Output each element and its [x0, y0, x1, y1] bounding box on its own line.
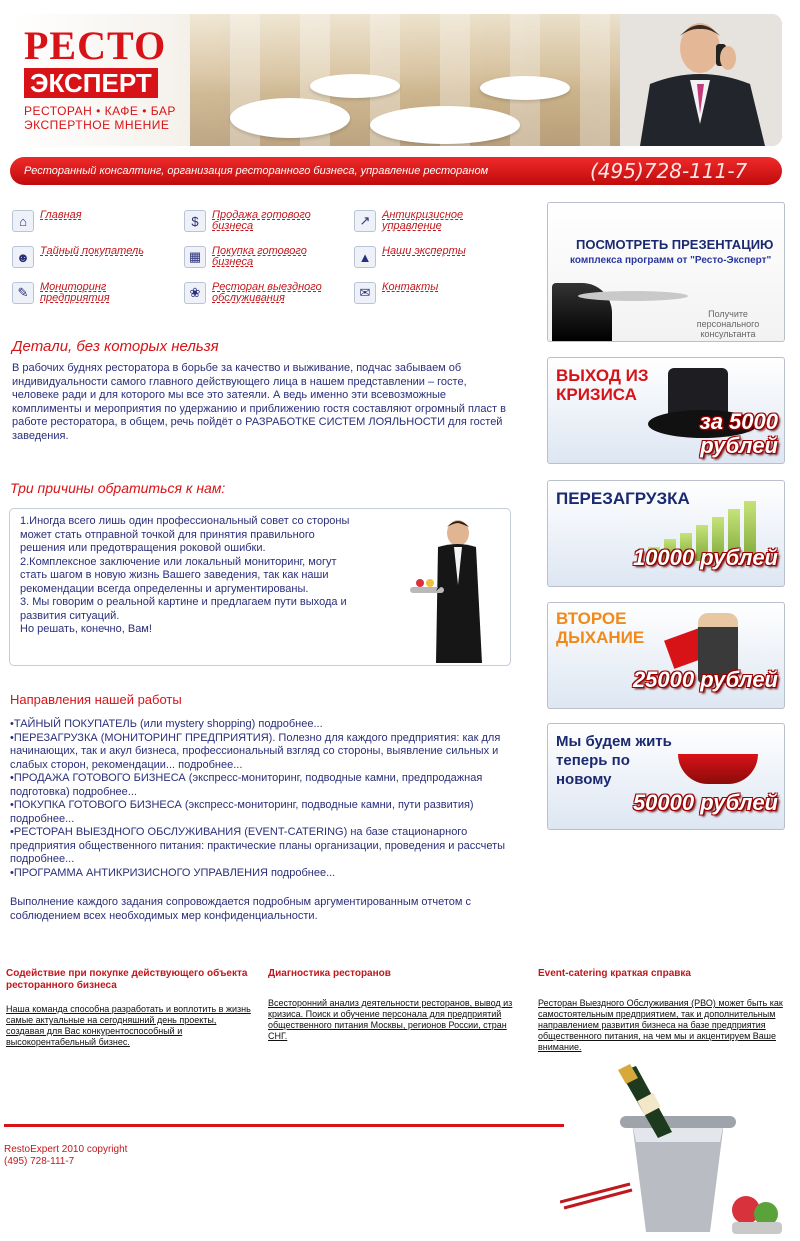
new-life-banner[interactable] [547, 723, 785, 830]
banner-heading: ВЫХОД ИЗ КРИЗИСА [556, 366, 649, 404]
restaurant-table [230, 98, 350, 138]
footer-column-diagnostics [268, 968, 514, 1042]
logo-tagline: РЕСТОРАН • КАФЕ • БАР [24, 104, 176, 118]
nav-label: Главная [40, 209, 82, 221]
banner-price: 10000 рублей [632, 545, 778, 570]
nav-item-contacts[interactable] [354, 282, 492, 304]
money-icon: $ [184, 210, 206, 232]
footer-phone: (495) 728-111-7 [4, 1156, 75, 1167]
nav-item-sale-business[interactable] [184, 210, 322, 232]
directions-note: Выполнение каждого задания сопровождается подробным аргументированным отчетом с соблюдением всех необходимых мер конфиденциальности. [10, 896, 471, 922]
nav-item-monitoring[interactable] [12, 282, 150, 304]
footer-column-purchase [6, 968, 252, 1048]
crisis-exit-banner[interactable] [547, 357, 785, 464]
nav-label: Продажа готового бизнеса [212, 209, 311, 232]
logo-line-1: РЕСТО [24, 23, 167, 68]
logo-tagline-2: ЭКСПЕРТНОЕ МНЕНИЕ [24, 118, 170, 132]
nav-item-home[interactable] [12, 210, 150, 232]
nav-label: Тайный покупатель [40, 245, 144, 257]
house-icon: ⌂ [12, 210, 34, 232]
footer-column-title[interactable]: Диагностика ресторанов [268, 968, 391, 979]
businessman-on-phone-photo [620, 14, 782, 146]
fruit-icon: ❀ [184, 282, 206, 304]
header-banner [10, 14, 782, 146]
direction-item[interactable]: •ПРОДАЖА ГОТОВОГО БИЗНЕСА (экспресс-мониторинг, подводные камни, предпродажная подготовка) подробнее... [10, 772, 483, 798]
directions-list [10, 718, 510, 880]
presentation-title: ПОСМОТРЕТЬ ПРЕЗЕНТАЦИЮ [576, 237, 774, 252]
chart-icon: ↗ [354, 210, 376, 232]
slogan-bar [10, 157, 782, 185]
waiter-photo [410, 515, 490, 663]
footer-divider [4, 1124, 564, 1127]
restaurant-table [310, 74, 400, 98]
footer-column-body[interactable]: Наша команда способна разработать и воплотить в жизнь самые актуальные на сегодняшний день проекты, создавая для Вас конкурентоспособный и высокорентабельный бизнес. [6, 1004, 251, 1047]
directions-heading: Направления нашей работы [10, 692, 182, 707]
reasons-text [20, 515, 355, 637]
header-phone[interactable]: (495)728-111-7 [590, 159, 748, 183]
serving-tray-image [578, 291, 688, 301]
slogan-text: Ресторанный консалтинг, организация ресторанного бизнеса, управление рестораном [24, 165, 489, 177]
direction-item[interactable]: •ПОКУПКА ГОТОВОГО БИЗНЕСА (экспресс-мониторинг, подводные камни, пути развития) подробнее... [10, 799, 474, 825]
copyright [4, 1144, 127, 1168]
champagne-bucket-image [560, 1062, 796, 1238]
restaurant-table [370, 106, 520, 144]
second-wind-banner[interactable] [547, 602, 785, 709]
mask-icon: ☻ [12, 246, 34, 268]
copyright-line: RestoExpert 2010 copyright [4, 1144, 128, 1155]
envelope-icon: ✉ [354, 282, 376, 304]
nav-label: Покупка готового бизнеса [212, 245, 307, 268]
calculator-icon: ▦ [184, 246, 206, 268]
graduate-cap-icon: ▲ [354, 246, 376, 268]
banner-price: 25000 рублей [632, 667, 778, 692]
reason-line: 1.Иногда всего лишь один профессиональный совет со стороны может стать отправной точкой для принятия правильного решения или предотвращения роковой ошибки. [20, 515, 350, 554]
nav-item-buy-business[interactable] [184, 246, 322, 268]
nav-label: Антикризисное управление [382, 209, 464, 232]
logo-line-2: ЭКСПЕРТ [24, 68, 158, 98]
presentation-banner[interactable] [547, 202, 785, 342]
site-logo[interactable] [24, 23, 194, 132]
direction-item[interactable]: •ПРОГРАММА АНТИКРИЗИСНОГО УПРАВЛЕНИЯ подробнее... [10, 866, 336, 879]
nav-item-mystery-shopper[interactable] [12, 246, 150, 268]
presentation-note: Получите персонального консультанта [696, 309, 760, 339]
footer-column-title[interactable]: Содействие при покупке действующего объекта ресторанного бизнеса [6, 968, 248, 991]
direction-item[interactable]: •РЕСТОРАН ВЫЕЗДНОГО ОБСЛУЖИВАНИЯ (EVENT-CATERING) на базе стационарного предприятия общественного питания: практические планы организации, проведения и рассчеты подробнее... [10, 826, 506, 865]
reason-line: 3. Мы говорим о реальной картине и предлагаем пути выхода и развития ситуаций. [20, 596, 347, 622]
nav-item-anticrisis[interactable] [354, 210, 492, 232]
reason-line: Но решать, конечно, Вам! [20, 623, 152, 635]
reasons-box [9, 508, 511, 666]
details-heading: Детали, без которых нельзя [12, 338, 219, 355]
nav-label: Контакты [382, 281, 439, 293]
banner-heading: Мы будем жить теперь по новому [556, 733, 672, 788]
footer-column-body[interactable]: Ресторан Выездного Обслуживания (РВО) может быть как самостоятельным предприятием, так и дополнительным направлением развития бизнеса на базе предприятия общественного питания, на чем мы и акцентируем Ваше внимание. [538, 998, 783, 1052]
reboot-banner[interactable] [547, 480, 785, 587]
restaurant-table [480, 76, 570, 100]
microscope-icon: ✎ [12, 282, 34, 304]
presentation-subtitle: комплекса программ от "Ресто-Эксперт" [570, 255, 772, 266]
banner-price: 50000 рублей [632, 790, 778, 815]
nav-item-experts[interactable] [354, 246, 492, 268]
footer-column-body[interactable]: Всесторонний анализ деятельности ресторанов, вывод из кризиса. Поиск и обучение персонала для предприятий общественного питания Москвы, регионов России, стран СНГ. [268, 998, 513, 1041]
nav-item-catering[interactable] [184, 282, 322, 304]
reasons-heading: Три причины обратиться к нам: [10, 480, 226, 496]
direction-item[interactable]: •ПЕРЕЗАГРУЗКА (МОНИТОРИНГ ПРЕДПРИЯТИЯ). Полезно для каждого предприятия: как для начинающих, так и акул бизнеса, профессиональный взгляд со стороны, выявление сильных и слабых сторон, рекомендации... подробнее... [10, 731, 501, 771]
nav-label: Мониторинг предприятия [40, 281, 110, 304]
cocktail-glass-image [678, 754, 758, 784]
banner-heading: ВТОРОЕ ДЫХАНИЕ [556, 609, 645, 647]
details-text: В рабочих буднях ресторатора в борьбе за качество и выживание, подчас забываем об индивидуальности самого главного действующего лица в нашем представлении – госте, человеке ради и для которого мы все это затеяли. А ведь именно эти всевозможные комплименты и мероприятия по удержанию и приближению гостя составляют огромный пласт в работе ресторатора, в общем, речь пойдёт о РАЗРАБОТКЕ СИСТЕМ ЛОЯЛЬНОСТИ для гостей заведения. [12, 362, 506, 442]
nav-label: Наши эксперты [382, 245, 466, 257]
banner-heading: ПЕРЕЗАГРУЗКА [556, 489, 690, 508]
nav-label: Ресторан выездного обслуживания [212, 281, 322, 304]
reason-line: 2.Комплексное заключение или локальный мониторинг, могут стать шагом в новую жизнь Вашего заведения, так как наши рекомендации всегда определенны и аргументированы. [20, 555, 337, 595]
direction-item[interactable]: •ТАЙНЫЙ ПОКУПАТЕЛЬ (или mystery shopping) подробнее... [10, 718, 323, 730]
footer-column-catering [538, 968, 784, 1053]
banner-price: за 5000 рублей [699, 409, 778, 458]
footer-column-title[interactable]: Event-catering краткая справка [538, 968, 691, 979]
